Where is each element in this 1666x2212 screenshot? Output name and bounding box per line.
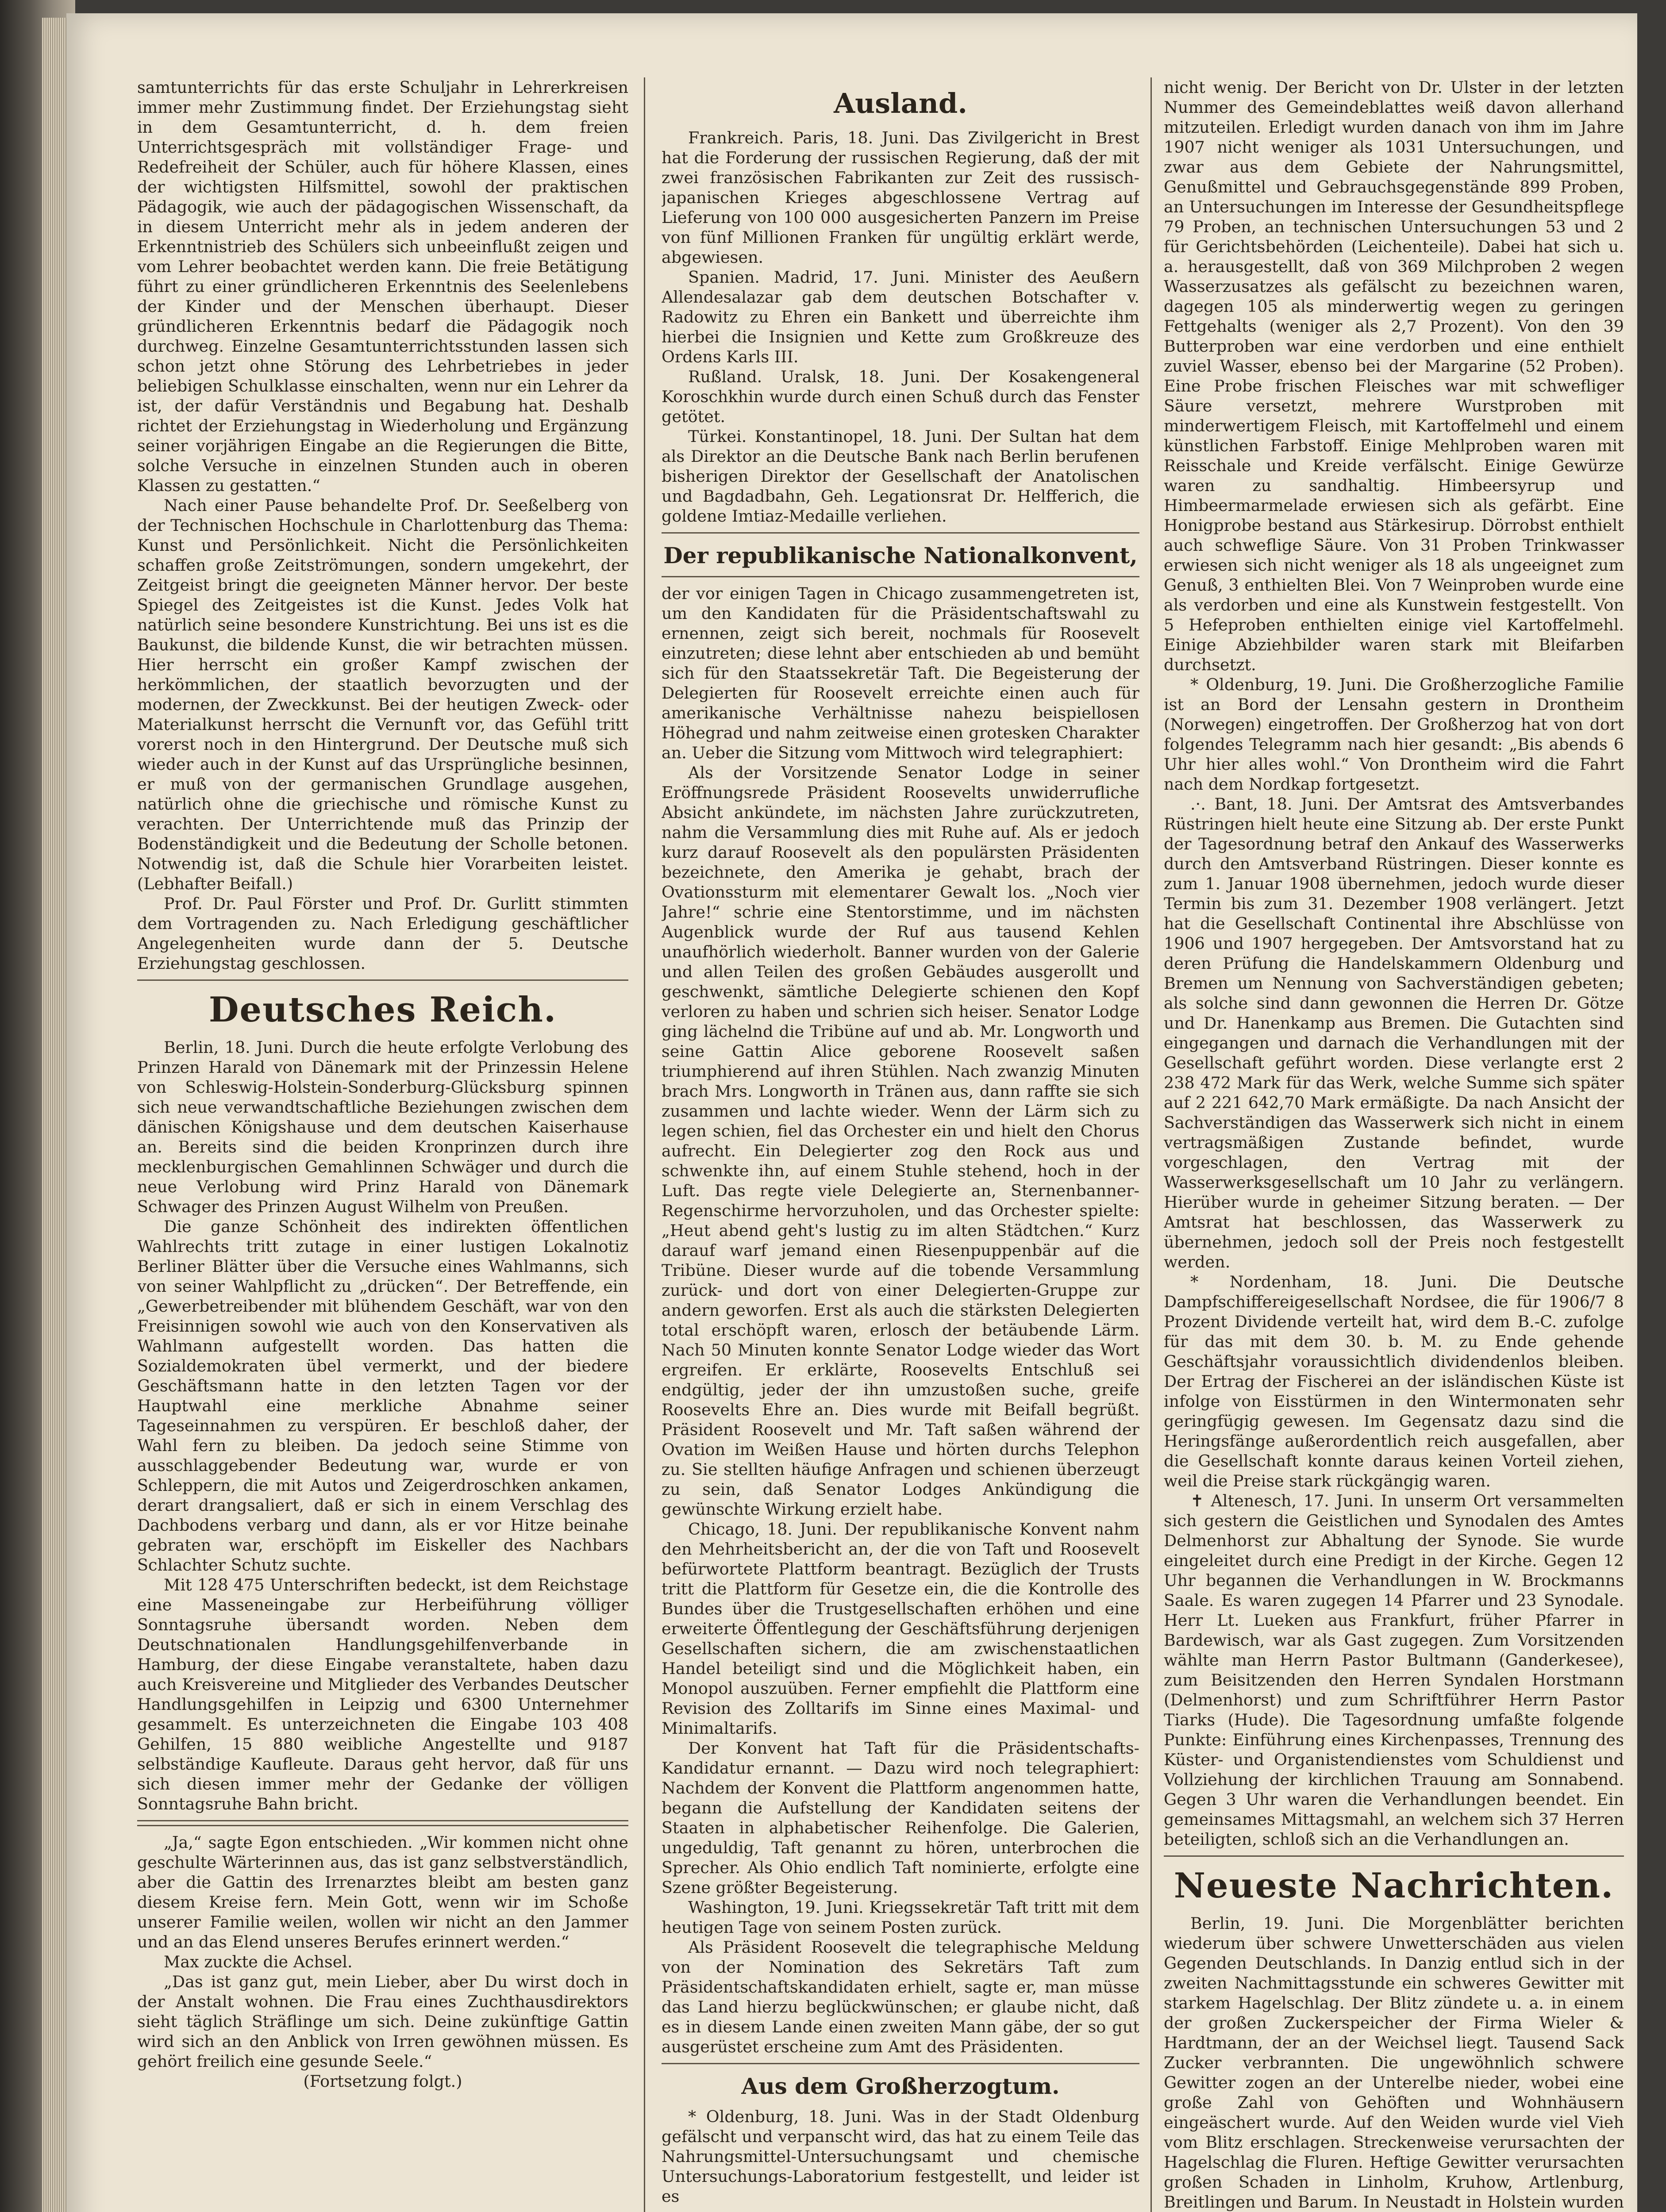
article-paragraph: * Oldenburg, 19. Juni. Die Großherzogliche Familie ist an Bord der Lensahn gestern in Drontheim (Norwegen) eingetroffen. Der Großherzog hat von dort folgendes Telegramm nach hier gesandt: „Bis abends 6 Uhr hier alles wohl.“ Von Drontheim wird die Fahrt nach dem Nordkap fortgesetzt.: [1164, 675, 1624, 794]
section-rule: [662, 2063, 1139, 2064]
page-stack-edge: [42, 18, 69, 2212]
section-heading-ausland: Ausland.: [834, 87, 967, 119]
article-paragraph: Als der Vorsitzende Senator Lodge in seiner Eröffnungsrede Präsident Roosevelts unwiderrufliche Absicht ankündete, im nächsten Jahre zurückzutreten, nahm die Versammlung dies mit Ruhe auf. Als er jedoch kurz darauf Roosevelt als den populärsten Präsidenten bezeichnete, den Amerika je gehabt, brach der Ovationssturm mit elementarer Gewalt los. „Noch vier Jahre!“ schrie eine Stentorstimme, und im nächsten Augenblick wurde der Ruf aus tausend Kehlen unaufhörlich wiederholt. Banner wurden von der Galerie und allen Teilen des großen Gebäudes ausgerollt und geschwenkt, sämtliche Delegierte schienen den Kopf verloren zu haben und schrien sich heiser. Senator Lodge ging lächelnd die Tribüne auf und ab. Mr. Longworth und seine Gattin Alice geborene Roosevelt saßen triumphierend auf ihren Stühlen. Nach zwanzig Minuten brach Mrs. Longworth in Tränen aus, dann raffte sie sich zusammen und lachte wieder. Wenn der Lärm sich zu legen schien, fiel das Orchester ein und hielt den Chorus aufrecht. Ein Delegierter zog den Rock aus und schwenkte ihn, auf einem Stuhle stehend, hoch in der Luft. Das regte viele Delegierte an, Sternenbanner-Regenschirme hervorzuholen, und das Orchester spielte: „Heut abend geht's lustig zu im alten Städtchen.“ Kurz darauf warf jemand einen Riesenpuppenbär auf die Tribüne. Dieser wurde auf die tobende Versammlung zurück- und dort von einer Delegierten-Gruppe zur andern geworfen. Erst als auch die stärksten Delegierten total erschöpft waren, erlosch der betäubende Lärm. Nach 50 Minuten konnte Senator Lodge wieder das Wort ergreifen. Er erklärte, Roosevelts Entschluß sei endgültig, jeder der ihn umzustoßen suche, greife Roosevelts Ehre an. Dies wurde mit Beifall begrüßt. Präsident Roosevelt und Mr. Taft saßen während der Ovation im Weißen Hause und hörten durchs Telephon zu. Sie stellten häufige Anfragen und schienen überzeugt zu sein, daß Senator Lodges Ankündigung die gewünschte Wirkung erzielt habe.: [662, 763, 1139, 1519]
section-heading-grossherzogtum: Aus dem Großherzogtum.: [741, 2073, 1060, 2099]
article-paragraph: * Nordenham, 18. Juni. Die Deutsche Dampfschiffereigesellschaft Nordsee, die für 1906/7 8 Prozent Dividende verteilt hat, wird dem B.-C. zufolge für das mit dem 30. b. M. zu Ende gehende Geschäftsjahr voraussichtlich dividendenlos bleiben. Der Ertrag der Fischerei an der isländischen Küste ist infolge von Eisstürmen in den Wintermonaten sehr geringfügig gewesen. Im Gegensatz dazu sind die Heringsfänge außerordentlich reich ausgefallen, aber die Gesellschaft konnte daraus keinen Vorteil ziehen, weil die Preise stark rückgängig waren.: [1164, 1272, 1624, 1490]
column-1: [137, 77, 628, 2212]
column-rule-right: [1150, 77, 1152, 2212]
article-paragraph: Prof. Dr. Paul Förster und Prof. Dr. Gurlitt stimmten dem Vortragenden zu. Nach Erledigung geschäftlicher Angelegenheiten wurde dann der 5. Deutsche Erziehungstag geschlossen.: [137, 894, 628, 973]
article-paragraph: Chicago, 18. Juni. Der republikanische Konvent nahm den Mehrheitsbericht an, der die von Taft und Roosevelt befürwortete Plattform beantragt. Bezüglich der Trusts tritt die Plattform für Gesetze ein, die die Kontrolle des Bundes über die Trustgesellschaften erhöhen und eine erweiterte Öffentlegung der Geschäftsführung derjenigen Gesellschaften sichern, die am zwischenstaatlichen Handel beteiligt sind und die Möglichkeit haben, ein Monopol auszuüben. Ferner empfiehlt die Plattform eine Revision des Zolltarifs im Sinne eines Maximal- und Minimaltarifs.: [662, 1520, 1139, 1738]
article-paragraph: Die ganze Schönheit des indirekten öffentlichen Wahlrechts tritt zutage in einer lustigen Lokalnotiz Berliner Blätter über die Versuche eines Wahlmanns, sich von seiner Wahlpflicht zu „drücken“. Der Betreffende, ein „Gewerbetreibender mit blühendem Geschäft, war von den Freisinnigen sowohl wie auch von den Konservativen als Wahlmann aufgestellt worden. Das hatten die Sozialdemokraten übel vermerkt, und der biedere Geschäftsmann hatte in den letzten Tagen vor der Hauptwahl eine merkliche Abnahme seiner Tageseinnahmen zu verspüren. Er beschloß daher, der Wahl fern zu bleiben. Da jedoch seine Stimme von ausschlaggebender Bedeutung war, wurde er von Schleppern, die mit Autos und Zeigerdroschken ankamen, derart drangsaliert, daß er sich in einem Verschlag des Dachbodens verbarg und dann, als er vor Hitze beinahe gebraten war, erschöpft im Eiskeller des Nachbars Schlachter Schutz suchte.: [137, 1217, 628, 1575]
section-heading-deutsches-reich: Deutsches Reich.: [208, 990, 557, 1030]
article-paragraph: Berlin, 18. Juni. Durch die heute erfolgte Verlobung des Prinzen Harald von Dänemark mit der Prinzessin Helene von Schleswig-Holstein-Sonderburg-Glücksburg spinnen sich neue verwandtschaftliche Beziehungen zwischen dem dänischen Königshause und dem deutschen Kaiserhause an. Bereits sind die beiden Kronprinzen durch ihre mecklenburgischen Gemahlinnen Schwäger und durch die neue Verlobung wird Prinz Harald von Dänemark Schwager des Prinzen August Wilhelm von Preußen.: [137, 1038, 628, 1216]
article-paragraph: der vor einigen Tagen in Chicago zusammengetreten ist, um den Kandidaten für die Präsidentschaftswahl zu ernennen, zeigt sich bereit, nochmals für Roosevelt einzutreten; diese lehnt aber entschieden ab und bemüht sich für den Staatssekretär Taft. Die Begeisterung der Delegierten für Roosevelt erreichte einen auch für amerikanische Verhältnisse nahezu beispiellosen Höhegrad und nahm zeitweise einen grotesken Charakter an. Ueber die Sitzung vom Mittwoch wird telegraphiert:: [662, 584, 1139, 762]
article-paragraph: Türkei. Konstantinopel, 18. Juni. Der Sultan hat dem als Direktor an die Deutsche Bank nach Berlin berufenen bisherigen Direktor der Gesellschaft der Anatolischen und Bagdadbahn, Geh. Legationsrat Dr. Helfferich, die goldene Imtiaz-Medaille verliehen.: [662, 427, 1139, 526]
section-rule: [662, 532, 1139, 534]
article-paragraph: Rußland. Uralsk, 18. Juni. Der Kosakengeneral Koroschkhin wurde durch einen Schuß durch das Fenster getötet.: [662, 367, 1139, 426]
section-rule: [662, 576, 1139, 577]
article-paragraph: ✝ Altenesch, 17. Juni. In unserm Ort versammelten sich gestern die Geistlichen und Synodalen des Amtes Delmenhorst zur Abhaltung der Synode. Sie wurde eingeleitet durch eine Predigt in der Kirche. Gegen 12 Uhr begannen die Verhandlungen in W. Brockmanns Saale. Es waren zugegen 14 Pfarrer und 23 Synodale. Herr Lt. Lueken aus Frankfurt, früher Pfarrer in Bardewisch, war als Gast zugegen. Zum Vorsitzenden wählte man Herrn Pastor Bultmann (Ganderkesee), zum Beisitzenden den Herren Syndalen Horstmann (Delmenhorst) und zum Schriftführer Herrn Pastor Tiarks (Hude). Die Tagesordnung umfaßte folgende Punkte: Einführung eines Kirchenpasses, Trennung des Küster- und Organistendienstes vom Schuldienst und Vollziehung der kirchlichen Trauung am Sonnabend. Gegen 3 Uhr waren die Verhandlungen beendet. Ein gemeinsames Mittagsmahl, an welchem sich 37 Herren beteiligten, schloß sich an die Verhandlungen an.: [1164, 1491, 1624, 1849]
section-heading-nationalkonvent: Der republikanische Nationalkonvent,: [663, 542, 1138, 568]
story-paragraph: „Ja,“ sagte Egon entschieden. „Wir kommen nicht ohne geschulte Wärterinnen aus, das ist ganz selbstverständlich, aber die Gattin des Irrenarztes bleibt am besten ganz diesem Kreise fern. Mein Gott, wenn wir im Schoße unserer Familie weilen, wollen wir nicht an den Jammer und an das Elend unseres Berufes erinnert werden.“: [137, 1833, 628, 1951]
continued-note: (Fortsetzung folgt.): [303, 2072, 462, 2091]
article-paragraph: Der Konvent hat Taft für die Präsidentschafts-Kandidatur ernannt. — Dazu wird noch telegraphiert: Nachdem der Konvent die Plattform angenommen hatte, begann die Aufstellung der Kandidaten seitens der Staaten in alphabetischer Reihenfolge. Die Galerien, ungeduldig, Taft genannt zu hören, unterbrochen die Sprecher. Als Ohio endlich Taft nominierte, erfolgte eine Szene größter Begeisterung.: [662, 1739, 1139, 1897]
article-paragraph: .·. Bant, 18. Juni. Der Amtsrat des Amtsverbandes Rüstringen hielt heute eine Sitzung ab. Der erste Punkt der Tagesordnung betraf den Ankauf des Wasserwerks durch den Amtsverband Rüstringen. Dieser konnte es zum 1. Januar 1908 übernehmen, jedoch wurde dieser Termin bis zum 31. Dezember 1908 verlängert. Jetzt hat die Gesellschaft Continental ihre Abschlüsse von 1906 und 1907 hergegeben. Der Amtsvorstand hat zu deren Prüfung die Handelskammern Oldenburg und Bremen um Nennung von Sachverständigen gebeten; als solche sind dann gewonnen die Herren Dr. Götze und Dr. Hanenkamp aus Bremen. Die Gutachten sind eingegangen und darnach die Verhandlungen mit der Gesellschaft geführt worden. Diese verlangte erst 2 238 472 Mark für das Werk, welche Summe sich später auf 2 221 642,70 Mark ermäßigte. Da nach Ansicht der Sachverständigen das Wasserwerk sich nicht in einem vertragsmäßigen Zustande befindet, wurde vorgeschlagen, den Vertrag mit der Wasserwerksgesellschaft um 10 Jahr zu verlängern. Hierüber wurde in geheimer Sitzung beraten. — Der Amtsrat hat beschlossen, das Wasserwerk zu übernehmen, jedoch soll der Preis noch festgestellt werden.: [1164, 795, 1624, 1271]
feuilleton-rule: [137, 1820, 628, 1826]
story-paragraph: Max zuckte die Achsel.: [164, 1952, 353, 1971]
section-rule: [137, 979, 628, 981]
story-paragraph: „Das ist ganz gut, mein Lieber, aber Du wirst doch in der Anstalt wohnen. Die Frau eines Zuchthausdirektors sieht täglich Sträflinge um sich. Deine zukünftige Gattin wird sich an den Anblick von Irren gewöhnen müssen. Es gehört freilich eine gesunde Seele.“: [137, 1972, 628, 2071]
article-paragraph: Mit 128 475 Unterschriften bedeckt, ist dem Reichstage eine Masseneingabe zur Herbeiführung völliger Sonntagsruhe übersandt worden. Neben dem Deutschnationalen Handlungsgehilfenverbande in Hamburg, der diese Eingabe veranstaltete, haben dazu auch Kreisvereine und Mitglieder des Verbandes Deutscher Handlungsgehilfen in Leipzig und 6300 Unternehmer gesammelt. Es unterzeichneten die Eingabe 103 408 Gehilfen, 15 880 weibliche Angestellte und 9187 selbständige Kaufleute. Daraus geht hervor, daß für uns sich diesen immer mehr der Gedanke der völligen Sonntagsruhe Bahn bricht.: [137, 1575, 628, 1813]
article-paragraph: Frankreich. Paris, 18. Juni. Das Zivilgericht in Brest hat die Forderung der russischen Regierung, daß der mit zwei französischen Fabrikanten zur Zeit des russisch-japanischen Krieges abgeschlossene Vertrag auf Lieferung von 100 000 ausgesicherten Panzern im Preise von fünf Millionen Franken für ungültig erklärt werde, abgewiesen.: [662, 128, 1139, 267]
article-paragraph: Als Präsident Roosevelt die telegraphische Meldung von der Nomination des Sekretärs Taft zum Präsidentschaftskandidaten erhielt, sagte er, man müsse das Land hierzu beglückwünschen; er glaube nicht, daß es in diesem Lande einen zweiten Mann gäbe, der so gut ausgerüstet erscheine zum Amt des Präsidenten.: [662, 1938, 1139, 2056]
article-paragraph: Spanien. Madrid, 17. Juni. Minister des Aeußern Allendesalazar gab dem deutschen Botschafter v. Radowitz zu Ehren ein Bankett und überreichte ihm hierbei die Insignien und Kette zum Großkreuze des Ordens Karls III.: [662, 268, 1139, 366]
column-2: [662, 77, 1139, 2212]
article-paragraph: Berlin, 19. Juni. Die Morgenblätter berichten wiederum über schwere Unwetterschäden aus vielen Gegenden Deutschlands. In Danzig entlud sich in der zweiten Nachmittagsstunde ein schweres Gewitter mit starkem Hagelschlag. Der Blitz zündete u. a. in einem der großen Zuckerspeicher der Firma Wieler & Hardtmann, der an der Weichsel liegt. Tausend Sack Zucker verbrannten. Die ungewöhnlich schwere Gewitter zogen an der Unterelbe nieder, wobei eine große Zahl von Gehöften und Wohnhäusern eingeäschert wurde. Auf den Weiden wurde viel Vieh vom Blitz erschlagen. Streckenweise verursachten der Hagelschlag die Fluren. Heftige Gewitter verursachten großen Schaden in Linholm, Kruhow, Artlenburg, Breitlingen und Barum. In Neustadt in Holstein wurden: [1164, 1914, 1624, 2212]
section-rule: [1164, 1855, 1624, 1857]
article-paragraph: nicht wenig. Der Bericht von Dr. Ulster in der letzten Nummer des Gemeindeblattes weiß davon allerhand mitzuteilen. Erledigt wurden danach von ihm im Jahre 1907 nicht weniger als 1031 Untersuchungen, und zwar aus dem Gebiete der Nahrungsmittel, Genußmittel und Gebrauchsgegenstände 899 Proben, an Untersuchungen im Interesse der Gesundheitspflege 79 Proben, an technischen Untersuchungen 53 und 2 für Gerichtsbehörden (Leichenteile). Dabei hat sich u. a. herausgestellt, daß von 369 Milchproben 2 wegen Wasserzusatzes als gefälscht zu bezeichnen waren, dagegen 105 als minderwertig wegen zu geringen Fettgehalts (weniger als 2,7 Prozent). Von den 39 Butterproben war eine verdorben und eine enthielt zuviel Wasser, ebenso bei der Margarine (52 Proben). Eine Probe frischen Fleisches war mit schwefliger Säure versetzt, mehrere Wurstproben mit minderwertigem Fleisch, mit Kartoffelmehl und einem künstlichen Farbstoff. Einige Mehlproben waren mit Reisschale und Kreide verfälscht. Einige Gewürze waren zu sandhaltig. Himbeersyrup und Himbeermarmelade erwiesen sich als gefärbt. Eine Honigprobe bestand aus Stärkesirup. Dörrobst enthielt auch schweflige Säure. Von 31 Proben Trinkwasser erwiesen sich nicht weniger als 18 als ungeeignet zum Genuß, 3 enthielten Blei. Von 7 Weinproben wurde eine als verdorben und eine als Kunstwein festgestellt. Von 5 Hefeproben enthielten einige viel Kartoffelmehl. Einige Abziehbilder waren stark mit Bleifarben durchsetzt.: [1164, 78, 1624, 674]
column-rule-left: [644, 77, 645, 2212]
article-paragraph: samtunterrichts für das erste Schuljahr in Lehrerkreisen immer mehr Zustimmung findet. Der Erziehungstag sieht in dem Gesamtunterricht, d. h. dem freien Unterrichtsgespräch mit vollständiger Frage- und Redefreiheit der Schüler, auch für höhere Klassen, eines der wichtigsten Hilfsmittel, sowohl der praktischen Pädagogik, wie auch der pädagogischen Wissenschaft, da in diesem Unterricht mehr als in jedem anderen der Erkenntnistrieb des Schülers sich unbeeinflußt zeigen und vom Lehrer beobachtet werden kann. Die freie Betätigung führt zu einer gründlicheren Erkenntnis des Seelenlebens der Kinder und der Menschen überhaupt. Dieser gründlicheren Erkenntnis bedarf die Pädagogik noch durchweg. Einzelne Gesamtunterrichtsstunden lassen sich schon jetzt ohne Störung des Lehrbetriebes in jeder beliebigen Schulklasse einschalten, wenn nur ein Lehrer da ist, der dafür Verständnis und Begabung hat. Deshalb richtet der Erziehungstag in Wiederholung und Ergänzung seiner vorjährigen Eingabe an die Regierungen die Bitte, solche Versuche in einzelnen Stunden auch in oberen Klassen zu gestatten.“: [137, 78, 628, 495]
article-paragraph: Nach einer Pause behandelte Prof. Dr. Seeßelberg von der Technischen Hochschule in Charlottenburg das Thema: Kunst und Persönlichkeit. Nicht die Persönlichkeiten schaffen große Zeitströmungen, sondern umgekehrt, der Zeitgeist bringt die geeigneten Männer hervor. Der beste Spiegel des Zeitgeistes ist die Kunst. Jedes Volk hat natürlich seine besondere Kunstrichtung. Bei uns ist es die Baukunst, die bildende Kunst, die wir betrachten müssen. Hier herrscht ein großer Kampf zwischen der herkömmlichen, der staatlich bevorzugten und der modernen, der Zweckkunst. Bei der heutigen Zweck- oder Materialkunst herrscht die Vernunft vor, das Gefühl tritt vorerst noch in den Hintergrund. Der Deutsche muß sich wieder auch in der Kunst auf das Ursprüngliche besinnen, er muß von der germanischen Grundlage ausgehen, natürlich ohne die griechische und römische Kunst zu verachten. Der Unterrichtende muß das Prinzip der Bodenständigkeit und die Bedeutung der Scholle betonen. Notwendig ist, daß die Schule hier Vorarbeiten leistet. (Lebhafter Beifall.): [137, 496, 628, 893]
article-paragraph: Washington, 19. Juni. Kriegssekretär Taft tritt mit dem heutigen Tage von seinem Posten zurück.: [662, 1898, 1139, 1937]
article-paragraph: * Oldenburg, 18. Juni. Was in der Stadt Oldenburg gefälscht und verpanscht wird, das hat zu einem Teile das Nahrungsmittel-Untersuchungsamt und chemische Untersuchungs-Laboratorium festgestellt, und leider ist es: [662, 2107, 1139, 2206]
column-3: [1164, 77, 1624, 2212]
section-heading-neueste-nachrichten: Neueste Nachrichten.: [1174, 1866, 1614, 1906]
